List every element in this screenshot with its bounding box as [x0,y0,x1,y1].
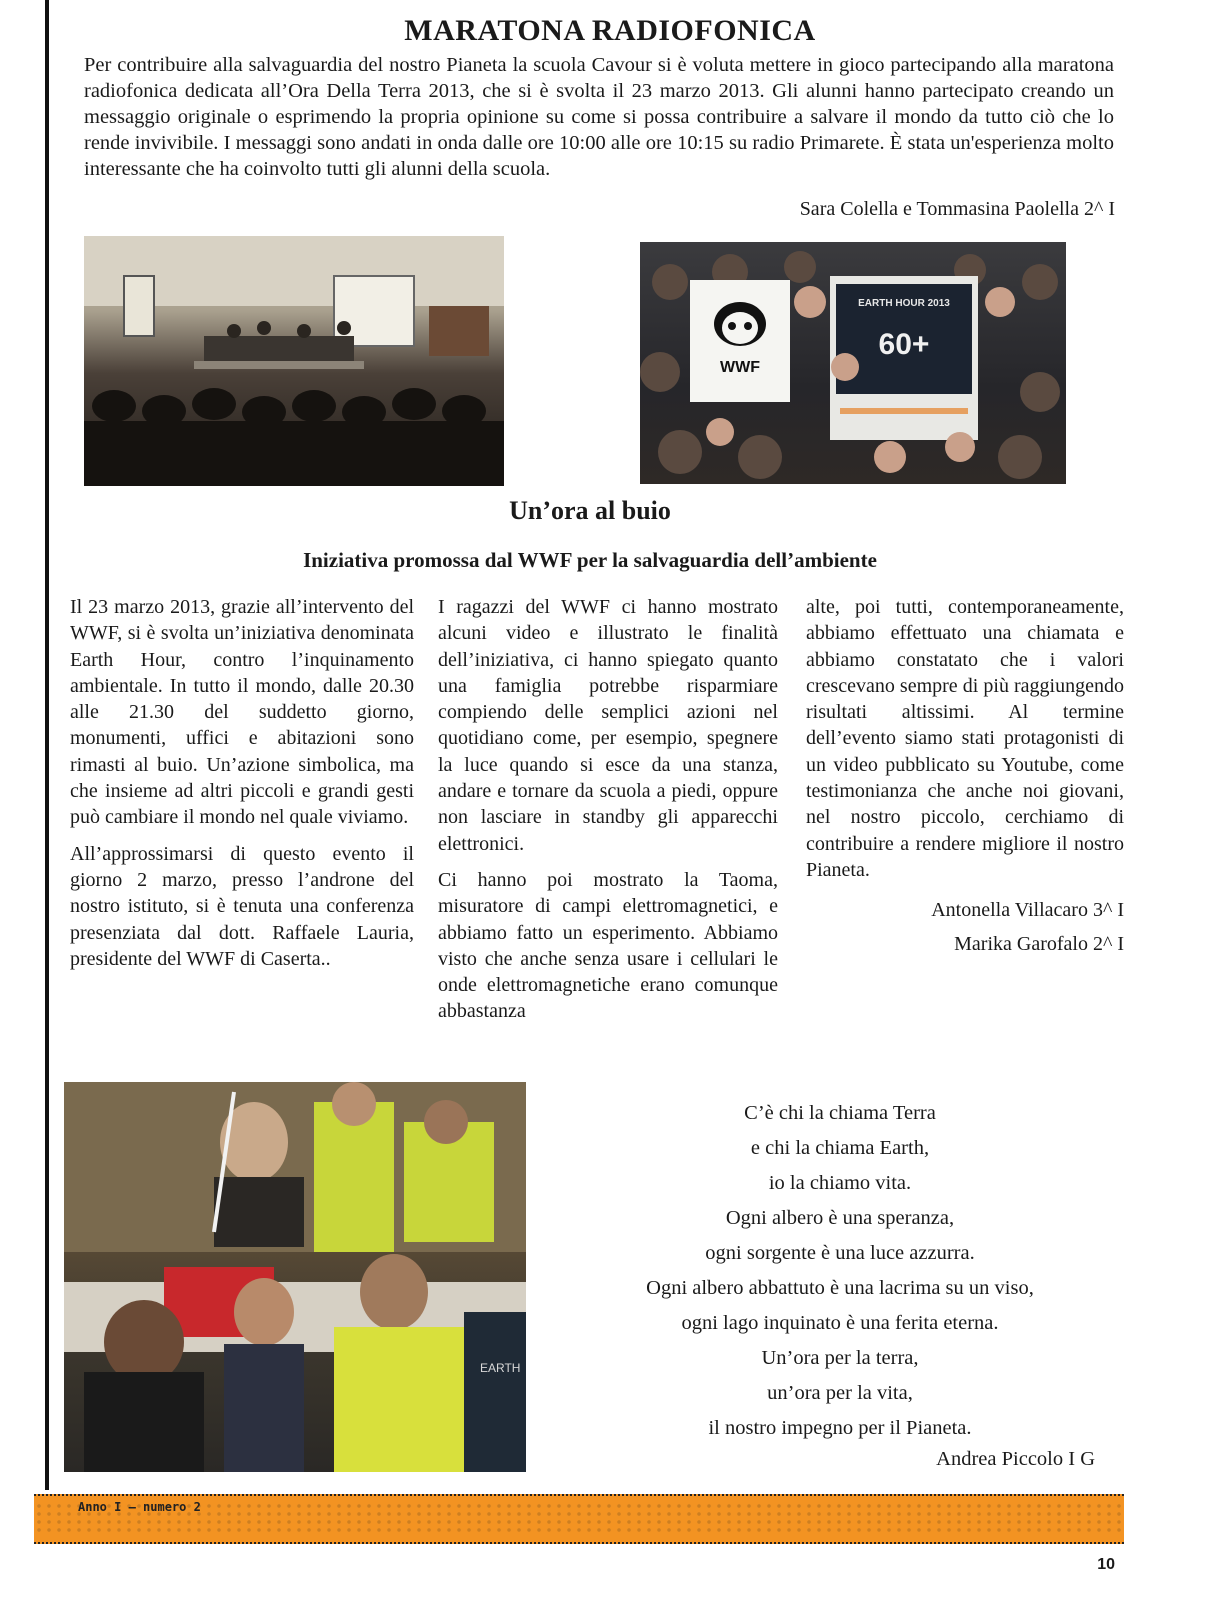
article-column-2 [438,594,778,1035]
poem-line: il nostro impegno per il Pianeta. [708,1417,972,1439]
poster-60-plus-text: 60+ [878,328,930,361]
poem [560,1096,1120,1446]
paragraph: All’approssimarsi di questo evento il giorno 2 marzo, presso l’androne del nostro istituto, si è tenuta una conferenza presenziata dal dott. Raffaele Lauria, presidente del WWF di Caserta.. [70,842,414,970]
article-authors: Sara Colella e Tommasina Paolella 2^ I [799,198,1115,220]
wwf-banner-text: WWF [720,359,760,376]
photo-students-wwf-banner [640,242,1066,484]
article-column-1 [70,594,414,982]
photo-experiment-illustration [64,1082,526,1472]
poem-line: ogni lago inquinato è una ferita eterna. [681,1312,999,1334]
article-intro-paragraph: Per contribuire alla salvaguardia del nostro Pianeta la scuola Cavour si è voluta mettere in gioco partecipando alla maratona radiofonica dedicata all’Ora Della Terra 2013, che si è svolta il 23 marzo 2013. Gli alunni hanno partecipato creando un messaggio originale o esprimendo la propria opinione su come si possa contribuire a salvare il mondo da tutto ciò che lo rende invivibile. I messaggi sono andati in onda dalle ore 10:00 alle ore 10:15 su radio Primarete. È stata un'esperienza molto interessante che ha coinvolto tutti gli alunni della scuola. [84,54,1114,180]
author-signature: Antonella Villacaro 3^ I [931,899,1124,922]
author-signature: Marika Garofalo 2^ I [954,933,1124,956]
poem-line: e chi la chiama Earth, [750,1137,930,1159]
paragraph: Ci hanno poi mostrato la Taoma, misuratore di campi elettromagnetici, e abbiamo fatto un esperimento. Abbiamo visto che anche senza usare i cellulari le onde elettromagnetiche erano comunque abbastanza [438,868,778,1023]
panda-logo-icon [714,302,766,346]
poem-line: Un’ora per la terra, [761,1347,919,1369]
poster-title-text: EARTH HOUR 2013 [858,298,950,309]
photo-experiment [64,1082,526,1472]
issue-label: Anno I — numero 2 [78,1500,201,1514]
photo-conference-hall-illustration [84,236,504,486]
paragraph: alte, poi tutti, contemporaneamente, abbiamo effettuato una chiamata e abbiamo constatato che i valori crescevano sempre di più raggiungendo risultati altissimi. Al termine dell’evento siamo stati protagonisti di un video pubblicato su Youtube, come testimonianza che anche noi giovani, nel nostro piccolo, cerchiamo di contribuire a rendere migliore il nostro Pianeta. [806,596,1124,881]
poem-author: Andrea Piccolo I G [936,1448,1095,1470]
page-number: 10 [1097,1556,1115,1573]
footer-band [34,1494,1124,1544]
vest-earth-text: EARTH [480,1361,521,1375]
paragraph: Il 23 marzo 2013, grazie all’intervento del WWF, si è svolta un’iniziativa denominata Earth Hour, contro l’inquinamento ambientale. In tutto il mondo, dalle 20.30 alle 21.30 del suddetto giorno, monumenti, uffici e abitazioni sono rimasti al buio. Un’azione simbolica, ma che insieme ad altri piccoli e grandi gesti può cambiare il mondo nel quale viviamo. [70,596,414,829]
photo-students-illustration [640,242,1066,484]
poem-line: C’è chi la chiama Terra [744,1102,936,1124]
poem-line: ogni sorgente è una luce azzurra. [705,1242,975,1264]
poem-line: Ogni albero abbattuto è una lacrima su un viso, [646,1277,1034,1299]
photo-conference-hall [84,236,504,486]
poem-line: Ogni albero è una speranza, [725,1207,955,1229]
article-title-ora-al-buio: Un’ora al buio [509,496,671,525]
poem-line: io la chiamo vita. [768,1172,912,1194]
article-column-3 [806,594,1124,961]
poem-line: un’ora per la vita, [767,1382,913,1404]
article-title-maratona: MARATONA RADIOFONICA [404,14,816,47]
article-subtitle: Iniziativa promossa dal WWF per la salvaguardia dell’ambiente [303,548,877,572]
paragraph: I ragazzi del WWF ci hanno mostrato alcuni video e illustrato le finalità dell’iniziativa, ci hanno spiegato quanto una famiglia potrebbe risparmiare compiendo delle semplici azioni nel quotidiano come, per esempio, spegnere la luce quando si esce da una stanza, andare e tornare da scuola a piedi, oppure non lasciare in standby gli apparecchi elettronici. [438,596,778,855]
left-margin-rule [45,0,49,1490]
